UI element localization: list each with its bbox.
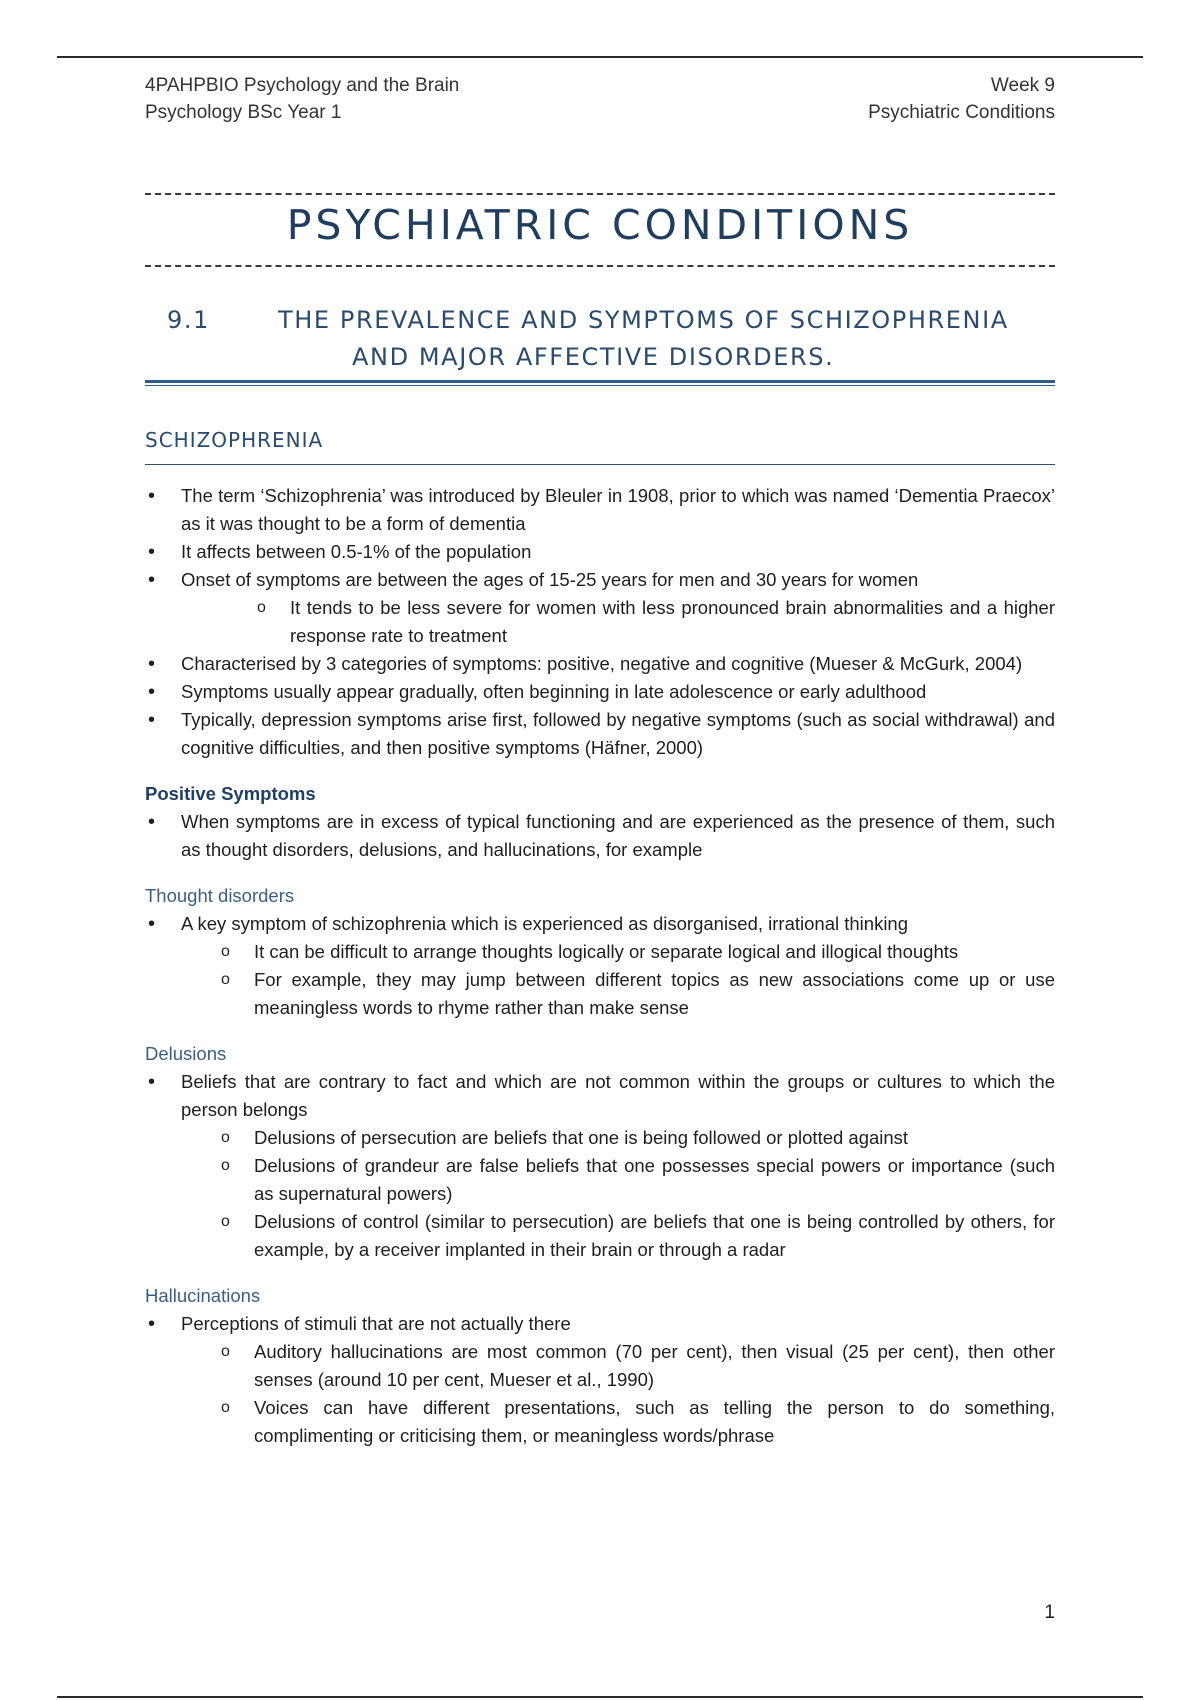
thought-disorders-heading: Thought disorders	[145, 885, 295, 906]
sub-list	[181, 938, 1055, 1022]
delusions-heading: Delusions	[145, 1043, 227, 1064]
section-title-line2: AND MAJOR AFFECTIVE DISORDERS.	[352, 343, 835, 371]
hallucinations-list	[145, 1310, 1055, 1450]
list-item	[145, 910, 1055, 1022]
sub-list-item: o Delusions of control (similar to persecution) are beliefs that one is being controlled by others, for example, by a receiver implanted in their brain or through a radar	[181, 1208, 1055, 1264]
week-label: Week 9	[990, 75, 1055, 96]
header-left	[145, 72, 459, 126]
positive-list	[145, 808, 1055, 864]
list-item: • Characterised by 3 categories of symptoms: positive, negative and cognitive (Mueser & McGurk, 2004)	[145, 650, 1055, 678]
subsection-heading: SCHIZOPHRENIA	[145, 428, 1055, 465]
list-item: • When symptoms are in excess of typical functioning and are experienced as the presence of them, such as thought disorders, delusions, and hallucinations, for example	[145, 808, 1055, 864]
section-heading	[145, 306, 1055, 386]
hallucinations-heading: Hallucinations	[145, 1285, 261, 1306]
sub-list-item: o It tends to be less severe for women with less pronounced brain abnormalities and a higher response rate to treatment	[181, 594, 1055, 650]
list-item-text: Beliefs that are contrary to fact and which are not common within the groups or cultures to which the person belongs	[181, 1071, 1055, 1120]
sub-list-item: o Delusions of persecution are beliefs that one is being followed or plotted against	[181, 1124, 1055, 1152]
list-item	[145, 1068, 1055, 1264]
sub-list-item: o It can be difficult to arrange thoughts logically or separate logical and illogical thoughts	[181, 938, 1055, 966]
page-number: 1	[1044, 1602, 1055, 1623]
list-item: • Symptoms usually appear gradually, often beginning in late adolescence or early adulthood	[145, 678, 1055, 706]
page-title: PSYCHIATRIC CONDITIONS	[286, 201, 914, 249]
list-item-text: Onset of symptoms are between the ages of 15-25 years for men and 30 years for women	[181, 569, 919, 590]
list-item	[145, 1310, 1055, 1450]
title-box	[145, 193, 1055, 267]
sub-list	[181, 1338, 1055, 1450]
section-number: 9.1	[167, 306, 210, 334]
list-item-text: Perceptions of stimuli that are not actually there	[181, 1313, 571, 1334]
body-content	[145, 482, 1055, 1450]
list-item: • The term ‘Schizophrenia’ was introduced by Bleuler in 1908, prior to which was named ‘Dementia Praecox’ as it was thought to be a form of dementia	[145, 482, 1055, 538]
sub-list-item: o Voices can have different presentations, such as telling the person to do something, complimenting or criticising them, or meaningless words/phrase	[181, 1394, 1055, 1450]
delusions-list	[145, 1068, 1055, 1264]
list-item: • It affects between 0.5-1% of the population	[145, 538, 1055, 566]
sub-list-item: o For example, they may jump between different topics as new associations come up or use meaningless words to rhyme rather than make sense	[181, 966, 1055, 1022]
sub-list	[181, 594, 1055, 650]
positive-symptoms-heading: Positive Symptoms	[145, 783, 316, 804]
intro-list	[145, 482, 1055, 762]
thought-disorders-list	[145, 910, 1055, 1022]
programme: Psychology BSc Year 1	[145, 102, 342, 123]
list-item: • Typically, depression symptoms arise first, followed by negative symptoms (such as social withdrawal) and cognitive difficulties, and then positive symptoms (Häfner, 2000)	[145, 706, 1055, 762]
section-underline-thin	[145, 385, 1055, 386]
section-underline	[145, 380, 1055, 383]
topic-label: Psychiatric Conditions	[868, 102, 1055, 123]
sub-list-item: o Auditory hallucinations are most common (70 per cent), then visual (25 per cent), then other senses (around 10 per cent, Mueser et al., 1990)	[181, 1338, 1055, 1394]
sub-list	[181, 1124, 1055, 1264]
section-title-line1: THE PREVALENCE AND SYMPTOMS OF SCHIZOPHRENIA	[278, 306, 1009, 334]
sub-list-item: o Delusions of grandeur are false beliefs that one possesses special powers or importance (such as supernatural powers)	[181, 1152, 1055, 1208]
list-item	[145, 566, 1055, 650]
bottom-rule	[57, 1696, 1143, 1698]
list-item-text: A key symptom of schizophrenia which is experienced as disorganised, irrational thinking	[181, 913, 909, 934]
header-right	[868, 72, 1055, 126]
course-title: 4PAHPBIO Psychology and the Brain	[145, 75, 460, 96]
top-rule	[57, 56, 1143, 58]
